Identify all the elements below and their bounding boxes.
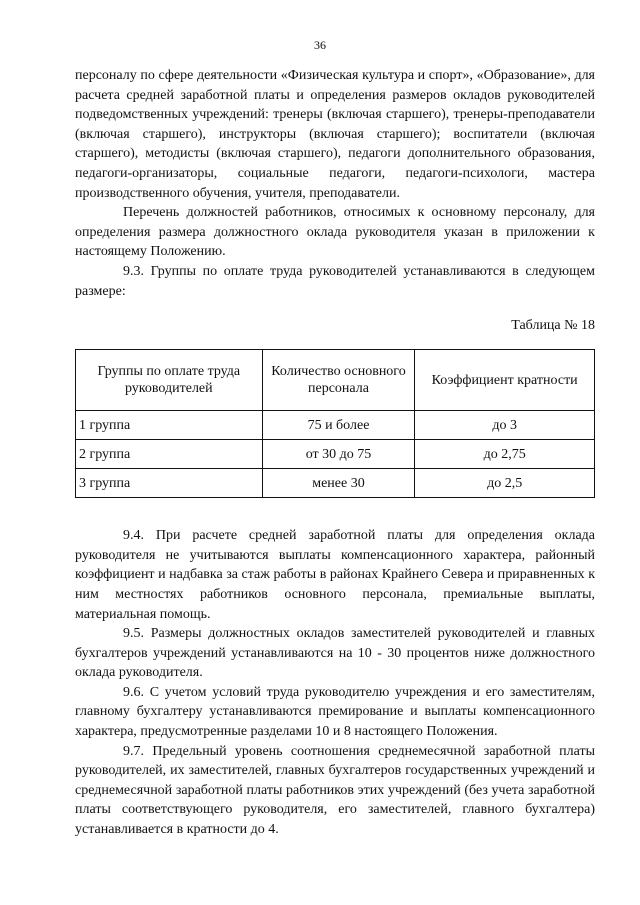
table-cell: 1 группа: [76, 411, 263, 440]
table-cell: от 30 до 75: [262, 440, 415, 469]
paragraph-9-5: 9.5. Размеры должностных окладов заместителей руководителей и главных бухгалтеров учреждений устанавливаются на 10 - 30 процентов ниже должностного оклада руководителя.: [75, 626, 595, 681]
table-row: [76, 440, 595, 469]
paragraph-9-6: 9.6. С учетом условий труда руководителю учреждения и его заместителям, главному бухгалтеру устанавливаются премирование и выплаты компенсационного характера, предусмотренные разделами 10 и 8 настоящего Положения.: [75, 684, 595, 740]
table-cell: менее 30: [262, 469, 415, 498]
table-cell: 3 группа: [76, 469, 263, 498]
paragraph-continuation: персоналу по сфере деятельности «Физическая культура и спорт», «Образование», для расчета средней заработной платы и определения размеров окладов руководителей подведомственных учреждений: тренеры (включая старшего), тренеры-преподаватели (включая старшего), инструкторы (включая старшего); воспитатели (включая старшего), методисты (включая старшего), педагоги дополнительного образования, педагоги-организаторы, социальные педагоги, педагоги-психологи, мастера производственного обучения, учителя, преподаватели.: [75, 68, 595, 201]
table-header-row: [76, 350, 595, 411]
paragraph-positions-list: Перечень должностей работников, относимых к основному персоналу, для определения размера должностного оклада руководителя указан в приложении к настоящему Положению.: [75, 205, 595, 260]
table-cell: до 2,75: [415, 440, 595, 469]
table-header-cell: Количество основного персонала: [262, 350, 415, 411]
paragraph-9-3: 9.3. Группы по оплате труда руководителей устанавливаются в следующем размере:: [75, 263, 595, 299]
table-row: [76, 411, 595, 440]
salary-groups-table: [75, 349, 595, 498]
table-header-cell: Группы по оплате труда руководителей: [76, 350, 263, 411]
table-cell: 2 группа: [76, 440, 263, 469]
document-body: [75, 66, 595, 840]
table-row: [76, 469, 595, 498]
paragraph-9-4: 9.4. При расчете средней заработной платы для определения оклада руководителя не учитываются выплаты компенсационного характера, районный коэффициент и надбавка за стаж работы в районах Крайнего Севера и приравненных к ним местностях работников основного персонала, премиальные выплаты, материальная помощь.: [75, 528, 595, 622]
paragraph-9-7: 9.7. Предельный уровень соотношения среднемесячной заработной платы руководителей, их заместителей, главных бухгалтеров государственных учреждений и среднемесячной заработной платы работников этих учреждений (без учета заработной платы соответствующего руководителя, его заместителей, главного бухгалтера) устанавливается в кратности до 4.: [75, 743, 595, 838]
table-caption: Таблица № 18: [511, 318, 595, 334]
table-cell: 75 и более: [262, 411, 415, 440]
table-cell: до 3: [415, 411, 595, 440]
table-cell: до 2,5: [415, 469, 595, 498]
page-number: 36: [314, 38, 326, 52]
table-header-cell: Коэффициент кратности: [415, 350, 595, 411]
